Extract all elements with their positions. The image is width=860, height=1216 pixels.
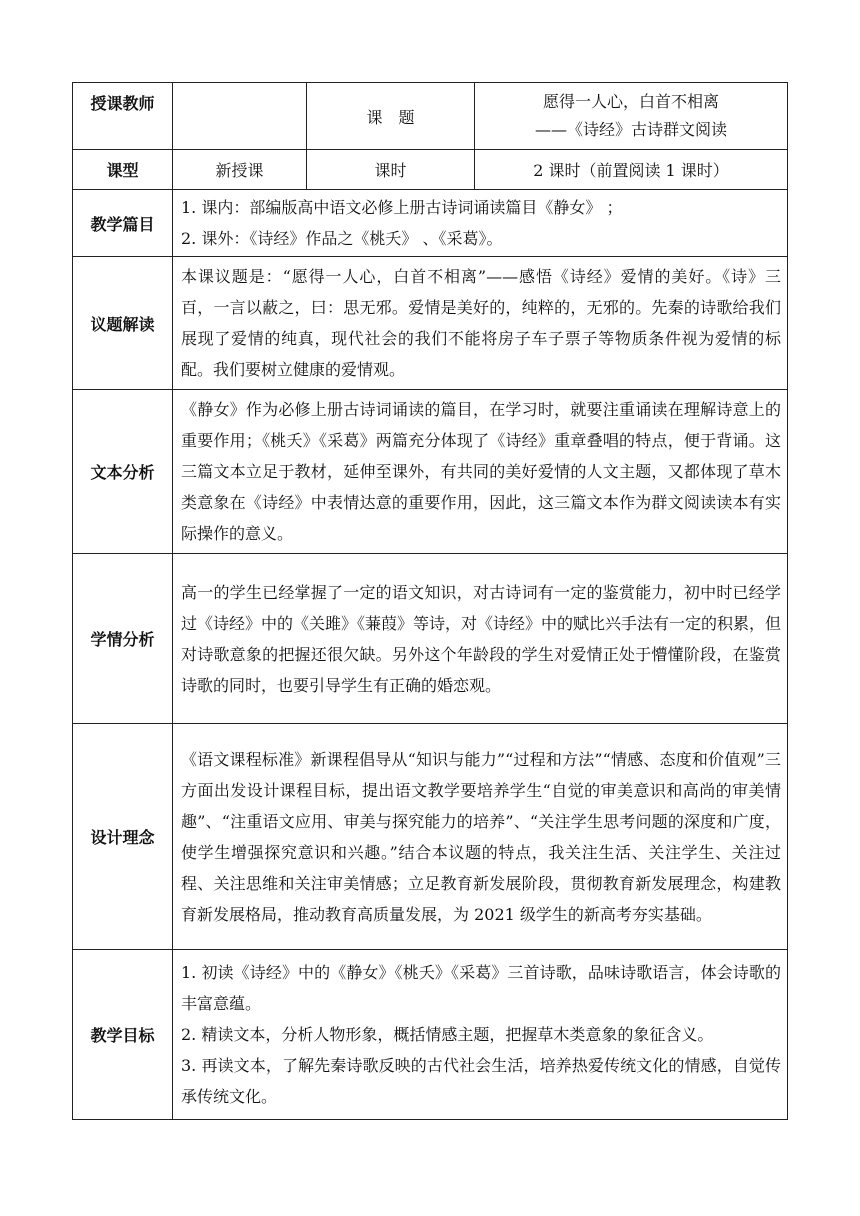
- section-paragraph: 3. 再读文本，了解先秦诗歌反映的古代社会生活，培养热爱传统文化的情感，自觉传承传统文化。: [181, 1056, 781, 1106]
- section-row-text-analysis: [73, 390, 788, 554]
- section-label: 议题解读: [73, 257, 173, 390]
- type-row: [73, 150, 788, 190]
- section-content: [173, 190, 788, 257]
- section-label: 教学篇目: [73, 190, 173, 257]
- topic-title: [475, 83, 788, 150]
- period-label: 课时: [307, 150, 475, 190]
- teacher-label: 授课教师: [73, 83, 173, 150]
- section-paragraph: 1. 课内：部编版高中语文必修上册古诗词诵读篇目《静女》 ；: [181, 198, 623, 217]
- section-label: 设计理念: [73, 724, 173, 950]
- section-content: [173, 724, 788, 950]
- header-row: [73, 83, 788, 150]
- section-content: [173, 554, 788, 724]
- section-row-topic: [73, 257, 788, 390]
- section-content: [173, 257, 788, 390]
- section-label: 教学目标: [73, 950, 173, 1120]
- section-row-design: [73, 724, 788, 950]
- section-paragraph: 《静女》作为必修上册古诗词诵读的篇目，在学习时，就要注重诵读在理解诗意上的重要作用；《桃夭》《采葛》两篇充分体现了《诗经》重章叠唱的特点，便于背诵。这三篇文本立足于教材，延伸至课外，有共同的美好爱情的人文主题，又都体现了草木类意象在《诗经》中表情达意的重要作用，因此，这三篇文本作为群文阅读读本有实际操作的意义。: [181, 400, 781, 543]
- topic-title-main: 愿得一人心，白首不相离: [542, 92, 719, 111]
- section-paragraph: 1. 初读《诗经》中的《静女》《桃夭》《采葛》三首诗歌，品味诗歌语言，体会诗歌的丰富意蕴。: [181, 963, 781, 1013]
- topic-label: 课 题: [307, 83, 475, 150]
- section-row-students: [73, 554, 788, 724]
- section-content: [173, 390, 788, 554]
- section-label: 文本分析: [73, 390, 173, 554]
- type-value: 新授课: [173, 150, 307, 190]
- section-paragraph: 2. 精读文本，分析人物形象，概括情感主题，把握草木类意象的象征含义。: [181, 1025, 714, 1044]
- type-label: 课型: [73, 150, 173, 190]
- lesson-plan-table: [72, 82, 788, 1120]
- section-paragraph: 2. 课外：《诗经》作品之《桃夭》 、《采葛》。: [181, 229, 503, 248]
- section-paragraph: 本课议题是：“愿得一人心，白首不相离”——感悟《诗经》爱情的美好。《诗》三百，一言以蔽之，曰：思无邪。爱情是美好的，纯粹的，无邪的。先秦的诗歌给我们展现了爱情的纯真，现代社会的我们不能将房子车子票子等物质条件视为爱情的标配。我们要树立健康的爱情观。: [181, 267, 781, 379]
- section-row-objectives: [73, 950, 788, 1120]
- period-value: 2 课时（前置阅读 1 课时）: [475, 150, 788, 190]
- section-label: 学情分析: [73, 554, 173, 724]
- section-row-texts: [73, 190, 788, 257]
- topic-title-sub: ——《诗经》古诗群文阅读: [534, 120, 727, 139]
- section-paragraph: 《语文课程标准》新课程倡导从“知识与能力”“过程和方法”“情感、态度和价值观”三方面出发设计课程目标，提出语文教学要培养学生“自觉的审美意识和高尚的审美情趣”、“注重语文应用、审美与探究能力的培养”、“关注学生思考问题的深度和广度，使学生增强探究意识和兴趣。”结合本议题的特点，我关注生活、关注学生、关注过程、关注思维和关注审美情感；立足教育新发展阶段，贯彻教育新发展理念，构建教育新发展格局，推动教育高质量发展，为 2021 级学生的新高考夯实基础。: [181, 749, 781, 924]
- teacher-value: [173, 83, 307, 150]
- section-paragraph: 高一的学生已经掌握了一定的语文知识，对古诗词有一定的鉴赏能力，初中时已经学过《诗经》中的《关雎》《蒹葭》等诗，对《诗经》中的赋比兴手法有一定的积累，但对诗歌意象的把握还很欠缺。另外这个年龄段的学生对爱情正处于懵懂阶段，在鉴赏诗歌的同时，也要引导学生有正确的婚恋观。: [181, 582, 782, 695]
- section-content: [173, 950, 788, 1120]
